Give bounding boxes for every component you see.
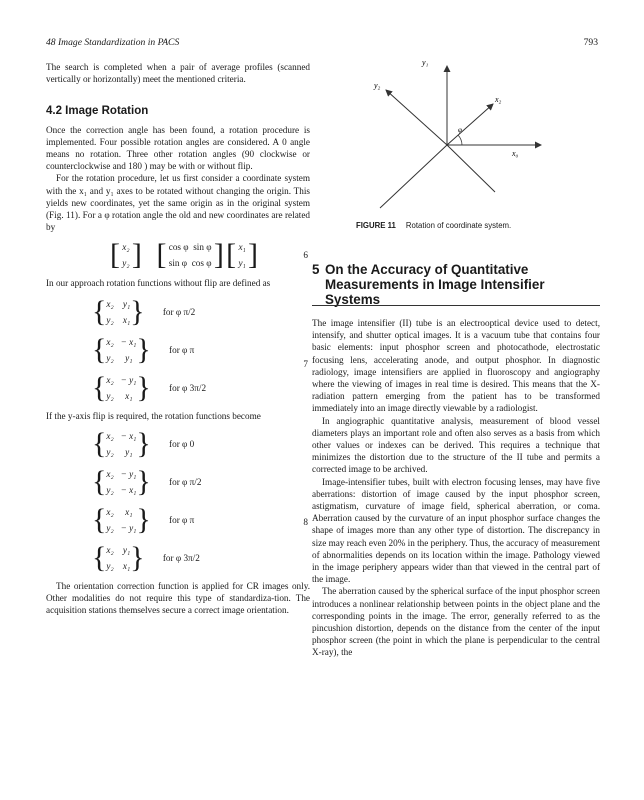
- section-5-heading: [312, 262, 600, 307]
- equation-8a: { x₂ − x₁ y₂ y₁ } for φ 0: [92, 426, 195, 460]
- rotation-paragraph-2: For the rotation procedure, let us first consider a coordinate system with the x₁ and y₁ axes to be rotated without changing the origin. This yields new coordinates, yet the same origin as in the original system (Fig. 11). For a φ rotation angle the old and new coordinates are related by: [46, 173, 310, 233]
- left-column: [46, 61, 310, 616]
- figure-11-caption: [356, 220, 511, 232]
- equation-7c: { x₂ − y₁ y₂ x₁ } for φ 3π/2: [92, 370, 207, 404]
- section-5-number: 5: [312, 262, 320, 277]
- eq6-lhs-top: x₂: [122, 242, 130, 253]
- eq7a-condition: for φ π/2: [162, 306, 196, 317]
- label-phi: φ: [458, 126, 462, 134]
- running-header-title: 48 Image Standardization in PACS: [46, 37, 180, 48]
- y2-axis: [386, 90, 447, 145]
- ii-paragraph-4: The aberration caused by the spherical surface of the input phosphor screen introduces a nonlinear relationship between points in the object plane and the corresponding points in the image. The error, generally referred to as the pincushion distortion, depends on the distance from the center of the input phosphor screen (the point in which the plane is perpendicular to the central X-ray), the: [312, 586, 600, 658]
- eq6-rhs-bottom: y₁: [238, 258, 246, 269]
- right-column: [312, 317, 600, 659]
- eq7b-condition: for φ π: [169, 344, 195, 355]
- eq7c-condition: for φ 3π/2: [169, 382, 207, 393]
- ii-paragraph-1: The image intensifier (II) tube is an electrooptical device used to detect, intensify, and shutter optical images. It is a vacuum tube that contains four basic elements: input phosphor screen and photocathode, electrostatic focusing lens, accelerating anode, and output phosphor. In diagnostic radiology, image intensifiers are applied in fluoroscopy and angiography where the viewing of images in real time is desired. This means that the X-radiation pattern emerging from the patient has to be transformed immediately into an image directly viewable by a radiologist.: [312, 318, 600, 414]
- section-4-2-title: 4.2 Image Rotation: [46, 105, 149, 118]
- rotation-paragraph-1: Once the correction angle has been found, a rotation procedure is implemented. Four possible rotation angles are considered. A 0 angle means no rotation. Three other rotation angles (90 clockwise or counterclockwise and 180 ) may be with or without flip.: [46, 124, 310, 172]
- eq6-lhs-bottom: y₂: [122, 258, 130, 269]
- y2-axis-ext: [447, 145, 495, 192]
- eq8b-condition: for φ π/2: [169, 476, 202, 487]
- equation-8d: { x₂ y₁ y₂ x₁ } for φ 3π/2: [92, 540, 200, 574]
- equation-number-6: 6: [303, 250, 308, 261]
- eq8c-condition: for φ π: [169, 514, 195, 525]
- figure-11-label: FIGURE 11: [356, 221, 396, 230]
- label-y1: y₁: [422, 60, 429, 67]
- section-rule: [312, 305, 600, 306]
- label-y2: y₂: [374, 81, 381, 90]
- page-number: 793: [583, 37, 598, 48]
- eq6-rhs-top: x₁: [238, 242, 246, 253]
- section-5-title: On the Accuracy of Quantitative Measurements in Image Intensifier Systems: [325, 262, 545, 307]
- figure-11-caption-text: Rotation of coordinate system.: [405, 221, 512, 230]
- equation-8c: { x₂ x₁ y₂ − y₁ } for φ π: [92, 502, 195, 536]
- equation-number-8: 8: [303, 516, 308, 527]
- eq8d-condition: for φ 3π/2: [162, 552, 200, 563]
- equation-7b: { x₂ − x₁ y₂ y₁ } for φ π: [92, 332, 195, 366]
- equation-number-7: 7: [303, 358, 308, 369]
- eq6-m21: sin φ: [168, 258, 188, 269]
- equation-8b: { x₂ − y₁ y₂ − x₁ } for φ π/2: [92, 464, 202, 498]
- equation-8-block: [46, 428, 310, 574]
- phi-arc: [458, 135, 462, 145]
- label-x0: x₀: [512, 149, 519, 158]
- ii-paragraph-2: In angiographic quantitative analysis, measurement of blood vessel diameters plays an important role and often also serves as a basis from which other values or indexes can be derived. This requires a technique that minimizes the distortion due to the structure of the II tube and permits a corrected image to be archived.: [312, 415, 600, 475]
- x2-axis-ext: [380, 145, 447, 208]
- equation-7a: { x₂ y₁ y₂ x₁ } for φ π/2: [92, 294, 196, 328]
- intro-paragraph: The search is completed when a pair of average profiles (scanned vertically or horizontally) meet the mentioned criteria.: [46, 62, 310, 85]
- equation-6: [ x₂ y₂ ] [ cos φ sin φ sin φ cos φ ] [ x₁ y₁ ] 6: [110, 238, 308, 272]
- eq6-m11: cos φ: [168, 242, 189, 253]
- rotation-paragraph-5: The orientation correction function is applied for CR images only. Other modalities do not require this type of standardiza-tion. The acquisition stations themselves secure a correct image orientation.: [46, 580, 310, 616]
- label-x2: x₂: [495, 95, 502, 104]
- equation-7-block: [46, 296, 310, 404]
- eq6-m22: cos φ: [191, 258, 212, 269]
- ii-paragraph-3: Image-intensifier tubes, built with electron focusing lenses, may have five aberrations: distortion of image caused by the input phosphor screen, astigmatism, curvature of image field, spherical aberration, or coma. Aberration caused by the curvature of an input phosphor surface changes the shape of images more than any other type of distortion. The discrepancy in size may reach even 20% in the periphery. Thus, the accuracy of measurement of abnormalities depends on its location within the image. Pathology viewed in the image periphery appears wider than that viewed in the central part of the image.: [312, 476, 601, 585]
- rotation-paragraph-4: If the y-axis flip is required, the rotation functions become: [46, 410, 261, 421]
- eq8a-condition: for φ 0: [169, 438, 195, 449]
- figure-11-diagram: [330, 60, 570, 235]
- x2-axis: [447, 104, 493, 145]
- eq6-m12: sin φ: [193, 242, 212, 253]
- rotation-paragraph-3: In our approach rotation functions without flip are defined as: [46, 278, 271, 289]
